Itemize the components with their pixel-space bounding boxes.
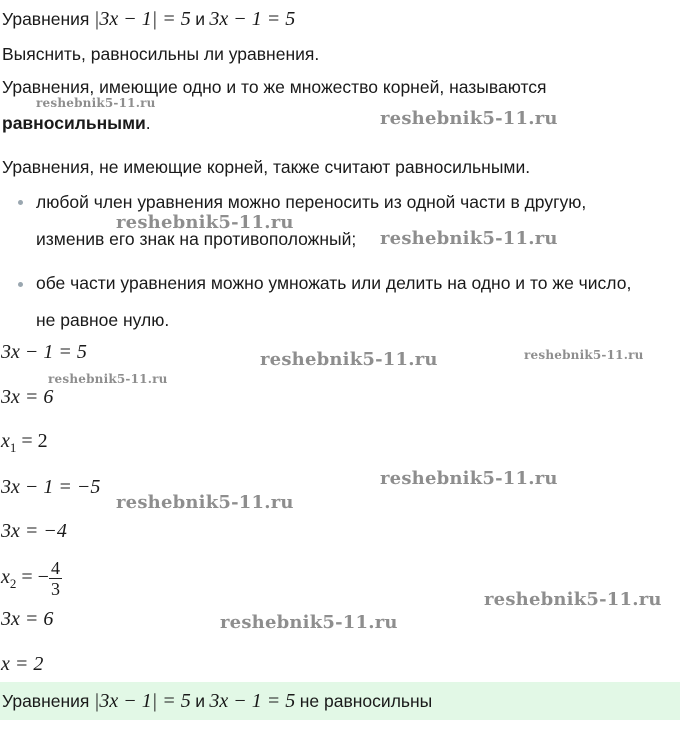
conclusion-equation-abs: |3x − 1| = 5 (93, 690, 191, 712)
root-value: = 2 (16, 430, 48, 452)
step-equation-2: 3x = 6 (1, 386, 54, 408)
step-root-2 (1, 558, 62, 599)
step-root-1 (1, 430, 48, 459)
title-word: Уравнения (2, 9, 90, 29)
title-equation-abs: |3x − 1| = 5 (93, 8, 191, 30)
definition-line2 (2, 113, 151, 133)
step-equation-1: 3x − 1 = 5 (1, 341, 87, 363)
title-line (2, 8, 295, 30)
root-variable: x (1, 430, 10, 452)
conclusion-and: и (195, 691, 205, 711)
watermark: reshebnik5-11.ru (116, 212, 294, 233)
root-index: 2 (9, 576, 17, 592)
watermark: reshebnik5-11.ru (260, 349, 438, 370)
watermark: reshebnik5-11.ru (48, 372, 168, 386)
bullet-icon (18, 282, 23, 287)
definition-term: равносильными (2, 113, 146, 133)
bullet-icon (18, 200, 23, 205)
watermark: reshebnik5-11.ru (36, 96, 156, 110)
conclusion-line (2, 690, 432, 712)
fraction-numerator: 4 (50, 558, 60, 578)
step-equation-5: 3x = 6 (1, 608, 54, 630)
step-equation-4: 3x = −4 (1, 520, 67, 542)
step-equation-6: x = 2 (1, 653, 44, 675)
root-index: 1 (9, 440, 17, 455)
fraction-denominator: 3 (50, 579, 60, 599)
title-equation-linear: 3x − 1 = 5 (209, 8, 296, 30)
watermark: reshebnik5-11.ru (484, 589, 662, 610)
rule-2-line2: не равное нулю. (36, 310, 170, 330)
watermark: reshebnik5-11.ru (116, 492, 294, 513)
definition-period: . (145, 113, 151, 133)
rule-1-line1: любой член уравнения можно переносить из одной части в другую, (36, 192, 587, 212)
watermark: reshebnik5-11.ru (380, 468, 558, 489)
definition-line1: Уравнения, имеющие одно и то же множество корней, называются (2, 77, 547, 97)
task-text: Выяснить, равносильны ли уравнения. (2, 44, 320, 64)
root-variable: x (1, 566, 10, 589)
no-roots-note: Уравнения, не имеющие корней, также считают равносильными. (2, 157, 531, 177)
conclusion-word: Уравнения (2, 691, 90, 711)
conclusion-equation-linear: 3x − 1 = 5 (209, 690, 296, 712)
watermark: reshebnik5-11.ru (380, 108, 558, 129)
watermark: reshebnik5-11.ru (220, 612, 398, 633)
title-and: и (195, 9, 205, 29)
fraction (49, 558, 62, 599)
rule-1-line2: изменив его знак на противоположный; (36, 229, 357, 249)
step-equation-3: 3x − 1 = −5 (1, 476, 101, 498)
conclusion-tail: не равносильны (299, 691, 433, 711)
watermark: reshebnik5-11.ru (524, 348, 644, 362)
rule-2-line1: обе части уравнения можно умножать или делить на одно и то же число, (36, 273, 632, 293)
root-equals-minus: = − (16, 566, 49, 589)
watermark: reshebnik5-11.ru (380, 228, 558, 249)
